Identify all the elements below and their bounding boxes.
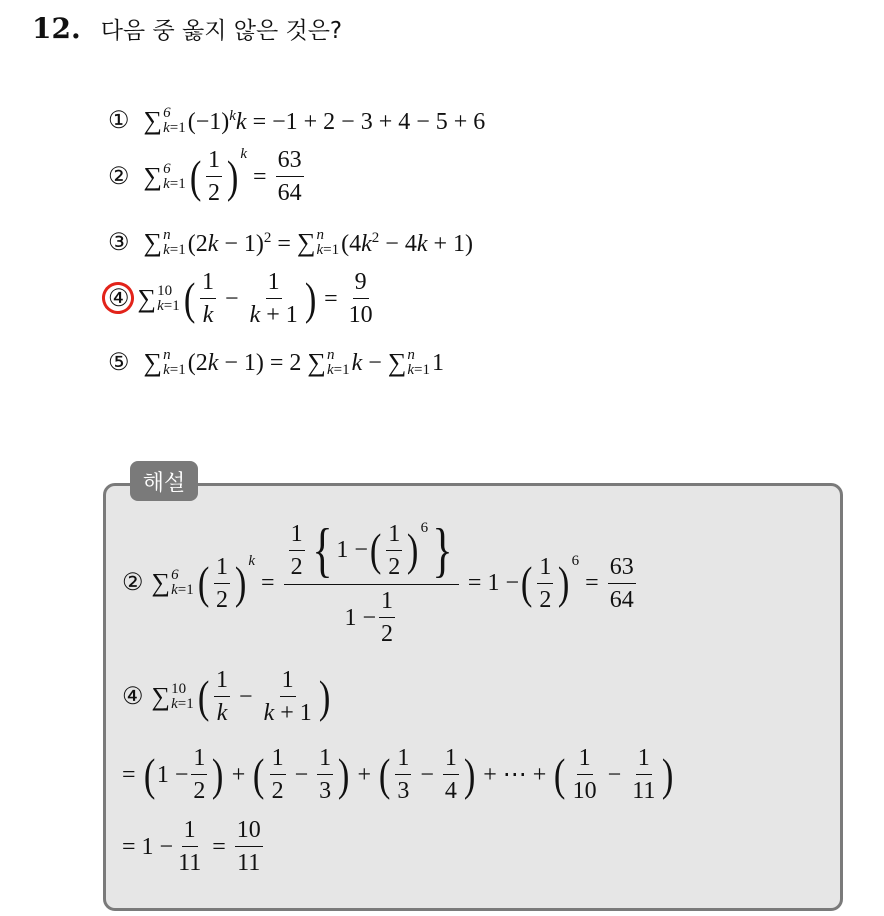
choice-marker: ③	[108, 230, 130, 256]
choice-3[interactable]: ③ ∑ n k=1 $(2k - 1)^2$ = ∑ n k=1 $(4k^2 - 4k + 1)$	[108, 227, 474, 258]
fraction: $\frac{9}{10}$	[348, 269, 373, 328]
fraction: $\frac{1}{2}$	[539, 553, 552, 613]
fraction: $\frac{1}{11}$	[178, 817, 202, 876]
sigma-sum: ∑ n k=1	[307, 347, 350, 378]
fraction: $\frac{1}{k + 1}$	[263, 667, 312, 726]
solution-line-2: ② ∑ 6 k=1 ( $\frac{1}{2}$ ) k = $\frac{1}{2}$ { 1 − ( $\frac{1}{2}$ ) 6 } 1 − $\frac{1}{2}$ = 1 − ( $\frac{1}{2}$ ) 6 = $\frac{63}{64}$	[122, 517, 634, 647]
fraction: $\frac{1}{2}$	[216, 553, 229, 613]
fraction: $\frac{1}{k}$	[202, 269, 215, 328]
fraction: $\frac{10}{11}$	[236, 817, 261, 876]
sigma-sum: ∑ 6 k=1	[143, 105, 186, 136]
choice-5[interactable]: ⑤ ∑ n k=1 (2k − 1) = 2 ∑ n k=1 k − ∑ n k=1 1	[108, 347, 444, 378]
choice-marker: ⑤	[108, 350, 130, 376]
solution-line-4: ④ ∑ 10 k=1 ( $\frac{1}{k}$ − $\frac{1}{k + 1}$ )	[122, 667, 331, 726]
choice-1-expression: $(-1)^kk = -1 + 2 - 3 + 4 - 5 + 6$	[187, 107, 486, 135]
question-number: 12.	[32, 12, 81, 45]
fraction: $\frac{1}{k + 1}$	[249, 269, 298, 328]
fraction: $\frac{63}{64}$	[277, 147, 302, 206]
sigma-sum: ∑ n k=1	[143, 227, 186, 258]
fraction: $\frac{63}{64}$	[609, 553, 634, 613]
sigma-sum: ∑ n k=1	[296, 227, 340, 258]
choice-1[interactable]	[108, 106, 485, 136]
fraction: $\frac{1}{2}$	[271, 745, 284, 804]
solution-badge: 해설	[130, 461, 198, 501]
question-prompt: 다음 중 옳지 않은 것은?	[100, 18, 343, 44]
fraction: $\frac{1}{2}$	[208, 147, 221, 206]
fraction: $\frac{1}{3}$	[319, 745, 332, 804]
solution-telescoping-line: = ( 1 − $\frac{1}{2}$ ) + ( $\frac{1}{2}$ − $\frac{1}{3}$ ) + ( $\frac{1}{3}$ − $\frac{1}{4}$ ) + ⋯ + ( $\frac{1}{10}$ − $\frac{1}{11}$ )	[122, 745, 674, 804]
sigma-sum: ∑ 10 k=1	[137, 282, 180, 314]
sigma-sum: ∑ 6 k=1	[143, 160, 186, 192]
sigma-sum: ∑ n k=1	[387, 347, 430, 378]
choice-2[interactable]: ② ∑ 6 k=1 ( $\frac{1}{2}$ ) k = $\frac{63}{64}$	[108, 146, 302, 206]
solution-result-line: = 1 − $\frac{1}{11}$ = $\frac{10}{11}$	[122, 817, 261, 876]
choice-marker: ②	[108, 163, 130, 190]
sigma-sum: ∑ n k=1	[143, 347, 186, 378]
solution-marker: ④	[122, 683, 144, 710]
fraction: $\frac{1}{2}$	[193, 745, 206, 804]
question-header	[32, 12, 342, 45]
fraction: $\frac{1}{3}$	[397, 745, 410, 804]
compound-fraction: $\frac{1}{2}$ { 1 − ( $\frac{1}{2}$ ) 6 } 1 − $\frac{1}{2}$	[284, 520, 459, 646]
sigma-sum: ∑ 10 k=1	[151, 680, 194, 712]
fraction: $\frac{1}{4}$	[444, 745, 457, 804]
choice-4[interactable]: ④ ∑ 10 k=1 ( $\frac{1}{k}$ − $\frac{1}{k + 1}$ ) = $\frac{9}{10}$	[108, 269, 373, 328]
solution-marker: ②	[122, 570, 144, 596]
fraction: $\frac{1}{10}$	[572, 745, 597, 804]
choice-marker: ①	[108, 108, 130, 134]
choice-marker: ④	[108, 285, 130, 312]
fraction: $\frac{1}{11}$	[632, 745, 656, 804]
sigma-sum: ∑ 6 k=1	[151, 567, 194, 598]
fraction: $\frac{1}{k}$	[216, 667, 229, 726]
